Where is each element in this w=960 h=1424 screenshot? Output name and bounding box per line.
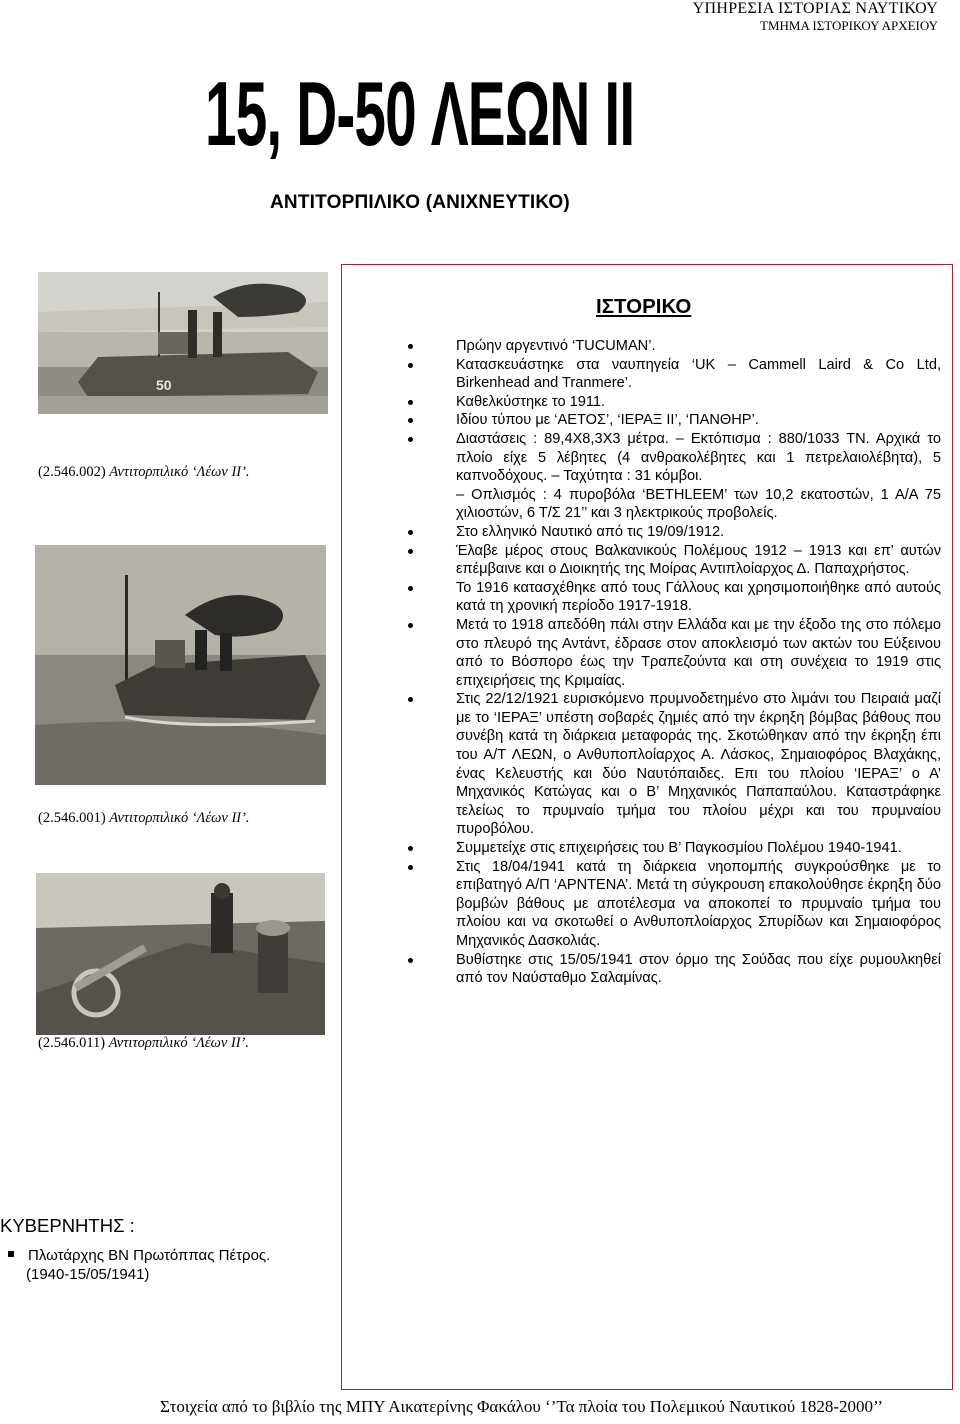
history-item: Βυθίστηκε στις 15/05/1941 στον όρμο της Σούδας που είχε ρυμουλκηθεί από τον Ναύσταθμο Σαλαμίνας. — [408, 951, 941, 988]
commander-heading: ΚΥΒΕΡΝΗΤΗΣ : — [0, 1215, 135, 1236]
photo-caption-text-3: Αντιτορπιλικό ‘Λέων ΙΙ’. — [108, 1035, 250, 1051]
ship-photo-3 — [36, 873, 325, 1035]
bullet-icon — [408, 846, 413, 851]
bullet-icon — [408, 958, 413, 963]
history-item: Διαστάσεις : 89,4Χ8,3Χ3 μέτρα. – Εκτόπισμα : 880/1033 ΤΝ. Αρχικά το πλοίο είχε 5 λέβητες (4 ανθρακολέβητες και 1 πετρελαιολέβητα), 5 καπνοδόχους. – Ταχύτητα : 31 κόμβοι. — [408, 430, 941, 486]
square-bullet-icon — [8, 1251, 14, 1257]
bullet-icon — [408, 586, 413, 591]
bullet-icon — [408, 363, 413, 368]
photo-caption-1 — [38, 464, 250, 481]
photo-caption-text-1: Αντιτορπιλικό ‘Λέων ΙΙ’. — [109, 464, 250, 480]
archive-header — [693, 0, 938, 33]
history-item: Στις 22/12/1921 ευρισκόμενο πρυμνοδετημένο στο λιμάνι του Πειραιά μαζί με το ‘ΙΕΡΑΞ’ υπέστη σοβαρές ζημιές από την έκρηξη βόμβας βάθους που συνέβη κατά τη διάρκεια μεταφοράς της. Σκοτώθηκαν από την έκρηξη έπι του Α/Τ ΛΕΩΝ, ο Ανθυποπλοίαρχος Α. Λάσκος, Σημαιοφόρος Βλαχάκης, ένας Κελευστής και δύο Ναυτόπαιδες. Επι του πλοίου ‘ΙΕΡΑΞ’ ο Α’ Μηχανικός Κατώγας και ο Β’ Μηχανικός Παπαπαύλου. Καταστράφηκε τελείως το πρυμναίο τμήμα του πλοίου μέχρι και του πρυμναίου πυροβόλου. — [408, 690, 941, 839]
history-item: Κατασκευάστηκε στα ναυπηγεία ‘UK – Cammell Laird & Co Ltd, Birkenhead and Tranmere’. — [408, 356, 941, 393]
bullet-icon — [408, 437, 413, 442]
bullet-icon — [408, 623, 413, 628]
history-item: Καθελκύστηκε το 1911. — [408, 393, 941, 412]
photo-code-1: (2.546.002) — [38, 464, 106, 480]
history-item: Ιδίου τύπου με ‘ΑΕΤΟΣ’, ‘ΙΕΡΑΞ ΙΙ’, ‘ΠΑΝΘΗΡ’. — [408, 411, 941, 430]
bullet-icon — [408, 530, 413, 535]
history-title: ΙΣΤΟΡΙΚΟ — [596, 295, 692, 318]
bullet-icon — [408, 344, 413, 349]
bullet-icon — [408, 865, 413, 870]
history-item: Το 1916 κατασχέθηκε από τους Γάλλους και χρησιμοποιήθηκε από αυτούς κατά τη χρονική περίοδο 1917-1918. — [408, 579, 941, 616]
history-list — [408, 337, 941, 988]
header-department: ΤΜΗΜΑ ΙΣΤΟΡΙΚΟΥ ΑΡΧΕΙΟΥ — [760, 18, 938, 33]
commander-name: Πλωτάρχης ΒΝ Πρωτόππας Πέτρος. — [28, 1247, 271, 1264]
bullet-icon — [408, 697, 413, 702]
history-item: Έλαβε μέρος στους Βαλκανικούς Πολέμους 1912 – 1913 και επ’ αυτών επέμβαινε και ο Διοικητής της Μοίρας Αντιπλοίαρχος Δ. Παπαχρήστος. — [408, 542, 941, 579]
history-item: Συμμετείχε στις επιχειρήσεις του Β’ Παγκοσμίου Πολέμου 1940-1941. — [408, 839, 941, 858]
history-item: Στις 18/04/1941 κατά τη διάρκεια νηοπομπής συγκρούσθηκε με το επιβατηγό Α/Π ‘ΑΡΝΤΕΝΑ’. Μετά τη σύγκρουση επακολούθησε έκρηξη δύο βομβών βάθους με αποτέλεσμα να αποκοπεί το πρυμναίο τμήμα του πλοίου και να σκοτωθεί ο Ανθυποπλοίαρχος Σπυρίδων και Σημαιοφόρος Μηχανικός Δασκολιάς. — [408, 858, 941, 951]
photo-code-2: (2.546.001) — [38, 810, 106, 826]
ship-photo-2 — [35, 545, 326, 785]
ship-photo-1 — [38, 272, 328, 414]
bullet-icon — [408, 549, 413, 554]
history-item: – Οπλισμός : 4 πυροβόλα ‘BETHLEEM’ των 10,2 εκατοστών, 1 Α/Α 75 χιλιοστών, 6 Τ/Σ 21’’ και 3 ηλεκτρικούς προβολείς. — [456, 486, 941, 522]
source-footer: Στοιχεία από το βιβλίο της ΜΠΥ Αικατερίνης Φακάλου ‘’Τα πλοία του Πολεμικού Ναυτικού 1828-2000’’ — [160, 1397, 884, 1416]
svg-text:50: 50 — [156, 377, 172, 393]
history-item: Πρώην αργεντινό ‘TUCUMAN’. — [408, 337, 941, 356]
page-title-text: 15, D-50 ΛΕΩΝ II — [205, 62, 635, 165]
commander-info — [8, 1246, 270, 1284]
bullet-icon — [408, 400, 413, 405]
photo-caption-text-2: Αντιτορπιλικό ‘Λέων ΙΙ’. — [109, 810, 250, 826]
header-service: ΥΠΗΡΕΣΙΑ ΙΣΤΟΡΙΑΣ ΝΑΥΤΙΚΟΥ — [692, 0, 938, 17]
page-subtitle: ΑΝΤΙΤΟΡΠΙΛΙΚΟ (ΑΝΙΧΝΕΥΤΙΚΟ) — [270, 192, 570, 213]
history-item: Μετά το 1918 απεδόθη πάλι στην Ελλάδα και με την έξοδο της στο πόλεμο στο πλευρό της Αντάντ, έδρασε στον αποκλεισμό των ακτών του Εύξεινου από το Βόσπορο έως την Τραπεζούντα και στη συνέχεια το 1919 στις επιχειρήσεις της Κριμαίας. — [408, 616, 941, 690]
commander-period: (1940-15/05/1941) — [26, 1266, 150, 1283]
page-title — [205, 62, 725, 166]
photo-caption-2 — [38, 810, 250, 827]
photo-caption-3 — [38, 1035, 249, 1052]
bullet-icon — [408, 418, 413, 423]
history-item: Στο ελληνικό Ναυτικό από τις 19/09/1912. — [408, 523, 941, 542]
photo-code-3: (2.546.011) — [38, 1035, 106, 1051]
